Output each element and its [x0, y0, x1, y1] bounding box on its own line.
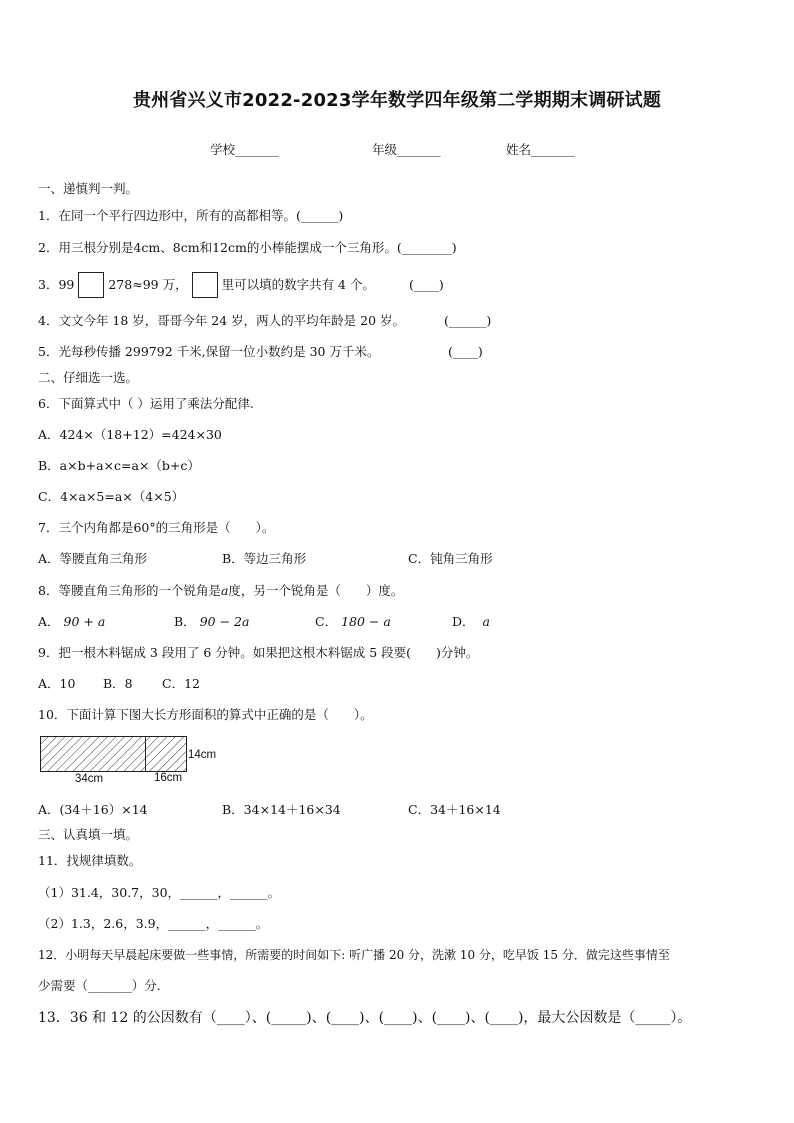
- question-7-option-c: C．钝角三角形: [408, 551, 493, 566]
- question-10-option-b: B．34×14＋16×34: [222, 802, 341, 817]
- question-4-blank: (______): [444, 313, 492, 328]
- option-label: C．: [315, 614, 338, 629]
- section-heading-1: 一、递慎判一判。: [38, 181, 139, 196]
- question-8-stem-a: 8．等腰直角三角形的一个锐角是: [38, 583, 221, 598]
- question-1: 1．在同一个平行四边形中，所有的高都相等。(______): [38, 208, 344, 223]
- option-value: a: [482, 614, 490, 629]
- option-value: 180 − a: [341, 614, 391, 629]
- height-label: 14cm: [188, 749, 217, 761]
- option-label: D．: [452, 614, 475, 629]
- question-6-option-b: B．a×b+a×c=a×（b+c）: [38, 458, 200, 473]
- question-3-part-a: 3．99: [38, 277, 75, 292]
- question-3-part-c: 里可以填的数字共有 4 个。: [221, 277, 375, 292]
- width-label-left: 34cm: [75, 773, 104, 785]
- question-10-option-a: A．(34＋16）×14: [38, 802, 148, 817]
- question-4: 4．文文今年 18 岁，哥哥今年 24 岁，两人的平均年龄是 20 岁。: [38, 313, 406, 328]
- question-3-part-b: 278≈99 万，: [108, 277, 188, 292]
- question-9-option-b: B．8: [103, 676, 133, 691]
- page-title: 贵州省兴义市2022-2023学年数学四年级第二学期期末调研试题: [132, 90, 662, 111]
- hatched-rectangle: [40, 736, 230, 792]
- question-9-stem: 9．把一根木料锯成 3 段用了 6 分钟。如果把这根木料锯成 5 段要( )分钟。: [38, 645, 479, 660]
- question-2: 2．用三根分别是4cm、8cm和12cm的小棒能摆成一个三角形。(________): [38, 240, 457, 255]
- question-3: [38, 272, 444, 298]
- question-8-stem-b: 度，另一个锐角是（ ）度。: [228, 583, 404, 598]
- section-heading-2: 二、仔细选一选。: [38, 370, 139, 385]
- question-8-option-d: [452, 614, 490, 630]
- question-8-option-a: [38, 614, 105, 630]
- question-6-stem: 6．下面算式中（ ）运用了乘法分配律.: [38, 396, 254, 411]
- question-8-stem: [38, 583, 403, 599]
- answer-box: [192, 272, 218, 298]
- question-10-stem: 10．下面计算下图大长方形面积的算式中正确的是（ ）。: [38, 707, 373, 722]
- variable-a: a: [220, 583, 229, 598]
- question-6-option-c: C．4×a×5=a×（4×5）: [38, 489, 185, 504]
- question-8-option-b: [174, 614, 249, 630]
- question-7-stem: 7．三个内角都是60°的三角形是（ ）。: [38, 520, 275, 535]
- option-value: 90 − 2a: [199, 614, 250, 629]
- question-12-line-2: 少需要（_______）分.: [38, 978, 161, 993]
- option-label: B．: [174, 614, 196, 629]
- question-11-part-1: （1）31.4，30.7，30，______，______。: [38, 885, 281, 900]
- question-11-part-2: （2）1.3，2.6，3.9，______，______。: [38, 916, 269, 931]
- question-7-option-b: B．等边三角形: [222, 551, 307, 566]
- question-13: 13．36 和 12 的公因数有（____）、(_____)、(____)、(____)、(____)、(____)，最大公因数是（_____）。: [38, 1010, 692, 1026]
- question-7-option-a: A．等腰直角三角形: [38, 551, 148, 566]
- question-8-option-c: [315, 614, 391, 630]
- question-10-option-c: C．34＋16×14: [408, 802, 501, 817]
- question-11-stem: 11．找规律填数。: [38, 853, 142, 868]
- section-heading-3: 三、认真填一填。: [38, 827, 139, 842]
- question-3-blank: (____): [408, 277, 444, 292]
- question-5: 5．光每秒传播 299792 千米,保留一位小数约是 30 万千米。: [38, 344, 380, 359]
- question-9-option-c: C．12: [162, 676, 200, 691]
- question-5-blank: (____): [448, 344, 483, 359]
- question-12-line-1: 12．小明每天早晨起床要做一些事情，所需要的时间如下: 听广播 20 分，洗漱 10 分，吃早饭 15 分．做完这些事情至: [38, 948, 670, 962]
- option-label: A．: [38, 614, 60, 629]
- question-9-option-a: A．10: [38, 676, 76, 691]
- grade-field: 年级_______: [372, 142, 441, 157]
- school-field: 学校_______: [210, 142, 279, 157]
- name-field: 姓名_______: [506, 142, 575, 157]
- option-value: 90 + a: [63, 614, 106, 629]
- question-6-option-a: A．424×（18+12）=424×30: [38, 427, 222, 442]
- rectangle-figure: [40, 736, 230, 796]
- width-label-right: 16cm: [154, 772, 183, 784]
- answer-box: [78, 272, 104, 298]
